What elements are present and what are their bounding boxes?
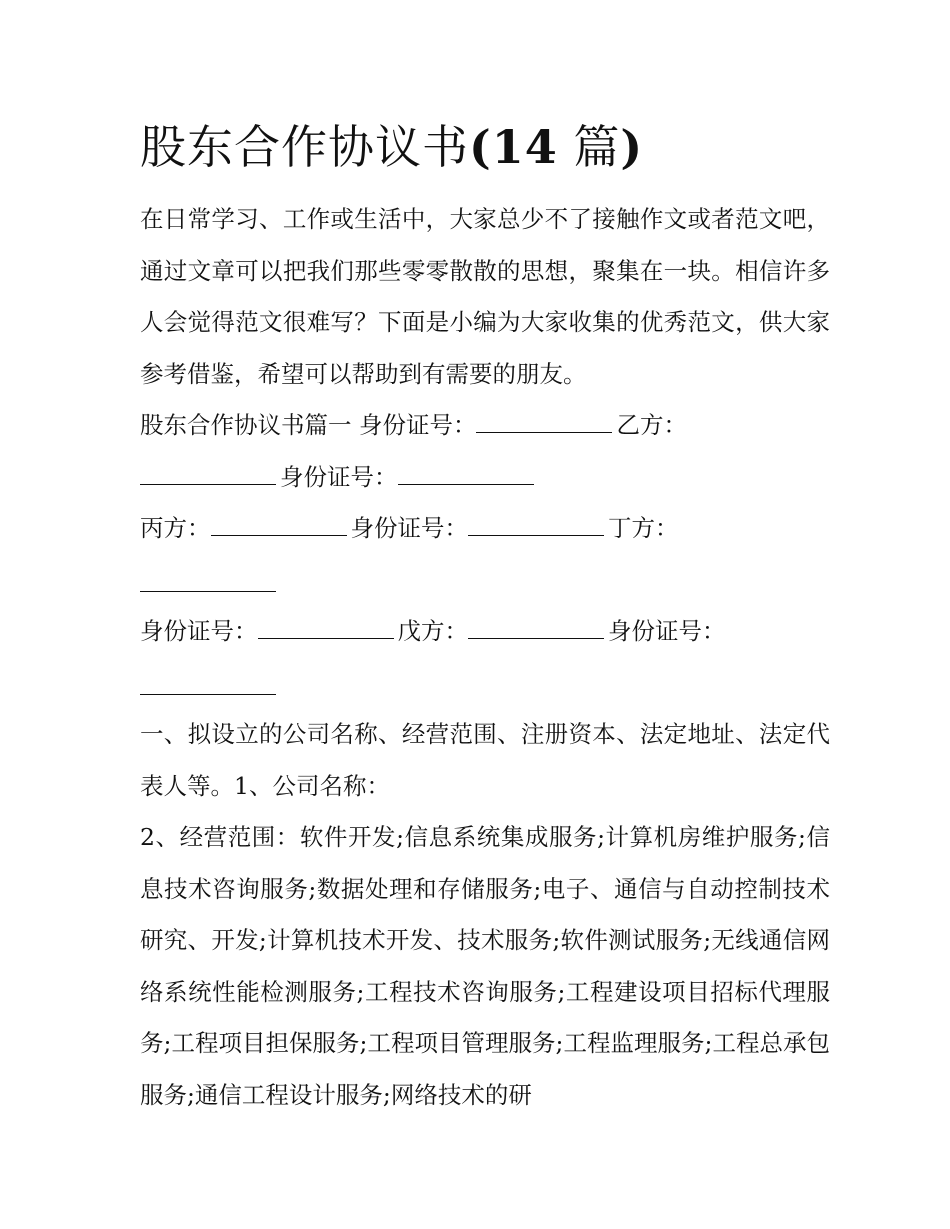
title-number: 14 (491, 120, 558, 174)
fill-in-blank (476, 412, 612, 433)
intro-paragraph: 在日常学习、工作或生活中，大家总少不了接触作文或者范文吧，通过文章可以把我们那些零零散散的思想，聚集在一块。相信许多人会觉得范文很难写？下面是小编为大家收集的优秀范文，供大家参考借鉴，希望可以帮助到有需要的朋友。 (140, 205, 830, 388)
fill-in-blank (468, 618, 604, 639)
title-main: 股东合作协议书 (140, 120, 469, 174)
form-row-1 (140, 400, 830, 452)
fill-in-blank (140, 464, 276, 485)
document-content (140, 116, 830, 1121)
form-label: 戊方： (397, 617, 468, 645)
section-2-paragraph: 2、经营范围：软件开发;信息系统集成服务;计算机房维护服务;信息技术咨询服务;数据处理和存储服务;电子、通信与自动控制技术研究、开发;计算机技术开发、技术服务;软件测试服务;无线通信网络系统性能检测服务;工程技术咨询服务;工程建设项目招标代理服务;工程项目担保服务;工程项目管理服务;工程监理服务;工程总承包服务;通信工程设计服务;网络技术的研 (140, 823, 830, 1109)
form-row-6 (140, 658, 830, 710)
form-label: 身份证号： (280, 462, 398, 491)
form-row-5 (140, 606, 830, 658)
form-label: 身份证号： (350, 514, 468, 542)
fill-in-blank (211, 515, 347, 536)
form-label: 乙方： (616, 411, 687, 439)
form-row-2 (140, 452, 830, 504)
title-unit: 篇 (557, 120, 621, 174)
form-row-4 (140, 555, 830, 607)
section-1-paragraph: 一、拟设立的公司名称、经营范围、注册资本、法定地址、法定代表人等。1、公司名称： (140, 720, 830, 800)
form-label: 身份证号： (140, 617, 258, 645)
fill-in-blank (258, 618, 394, 639)
title-paren-close: ) (620, 120, 644, 174)
title-paren-open: ( (469, 120, 492, 174)
document-title (140, 116, 830, 178)
form-label: 股东合作协议书篇一 身份证号： (140, 411, 477, 439)
form-label: 身份证号： (608, 617, 726, 645)
form-label: 丙方： (140, 514, 211, 542)
form-row-3 (140, 503, 830, 555)
form-label: 丁方： (608, 514, 679, 542)
fill-in-blank (140, 674, 276, 695)
fill-in-blank (468, 515, 604, 536)
fill-in-blank (140, 571, 276, 592)
fill-in-blank (398, 464, 534, 485)
